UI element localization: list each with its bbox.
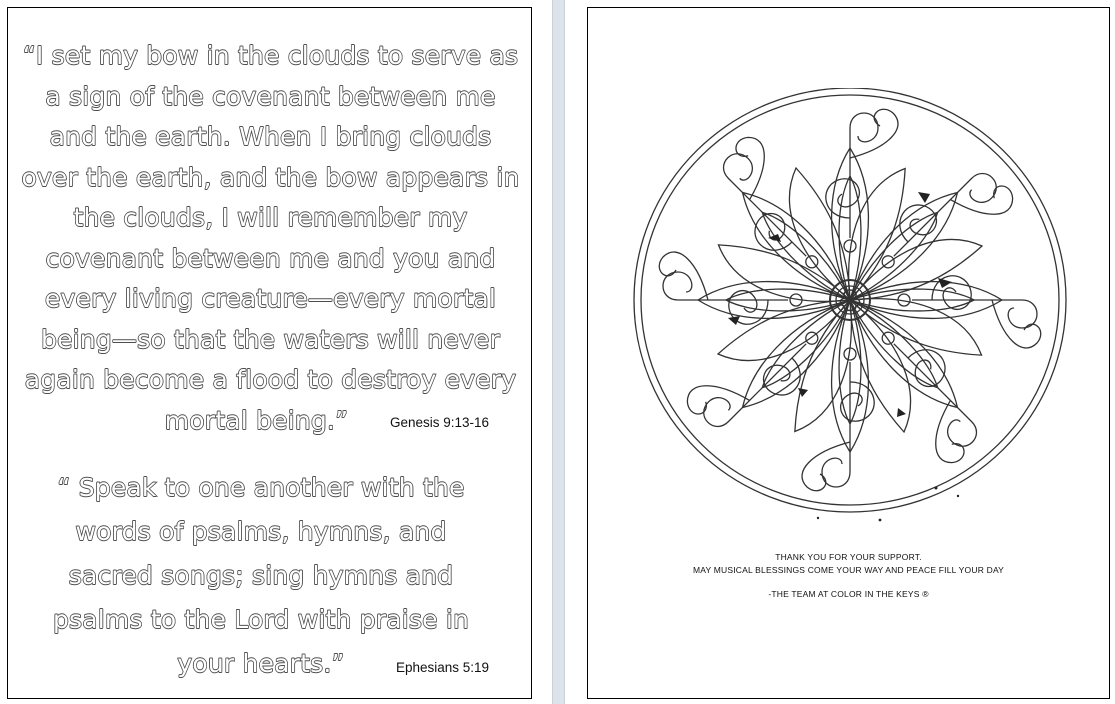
treble-clef-mandala-icon (618, 88, 1083, 528)
team-signature: -THE TEAM AT COLOR IN THE KEYS ® (768, 589, 929, 599)
verse-line: “I set my bow in the clouds to serve as (22, 41, 519, 70)
right-page (587, 7, 1110, 699)
verse-line: a sign of the covenant between me (45, 81, 496, 111)
verse-line: words of psalms, hymns, and (75, 517, 447, 546)
verse-line: again become a flood to destroy every (24, 365, 517, 394)
verse-line: and the earth. When I bring clouds (49, 122, 492, 151)
genesis-verse (18, 36, 523, 441)
verse-line: every living creature—every mortal (44, 284, 497, 313)
verse-line: “ Speak to one another with the (57, 473, 465, 502)
genesis-reference: Genesis 9:13-16 (390, 415, 490, 430)
verse-line: psalms to the Lord with praise in (52, 605, 470, 634)
verse-line: over the earth, and the bow appears in (21, 162, 520, 192)
page-gutter (552, 0, 565, 704)
thank-you-text: THANK YOU FOR YOUR SUPPORT. (775, 552, 922, 562)
verse-line: your hearts.” (177, 649, 345, 678)
verse-line: the clouds, I will remember my (73, 203, 468, 232)
ephesians-verse (36, 466, 486, 686)
verse-line: covenant between me and you and (45, 243, 496, 273)
ephesians-reference: Ephesians 5:19 (396, 660, 490, 675)
verse-line: mortal being.” (164, 405, 349, 435)
blessing-text: MAY MUSICAL BLESSINGS COME YOUR WAY AND PEACE FILL YOUR DAY (692, 565, 1005, 575)
verse-line: sacred songs; sing hymns and (68, 561, 454, 590)
verse-line: being—so that the waters will never (41, 324, 500, 354)
left-page (7, 7, 532, 699)
